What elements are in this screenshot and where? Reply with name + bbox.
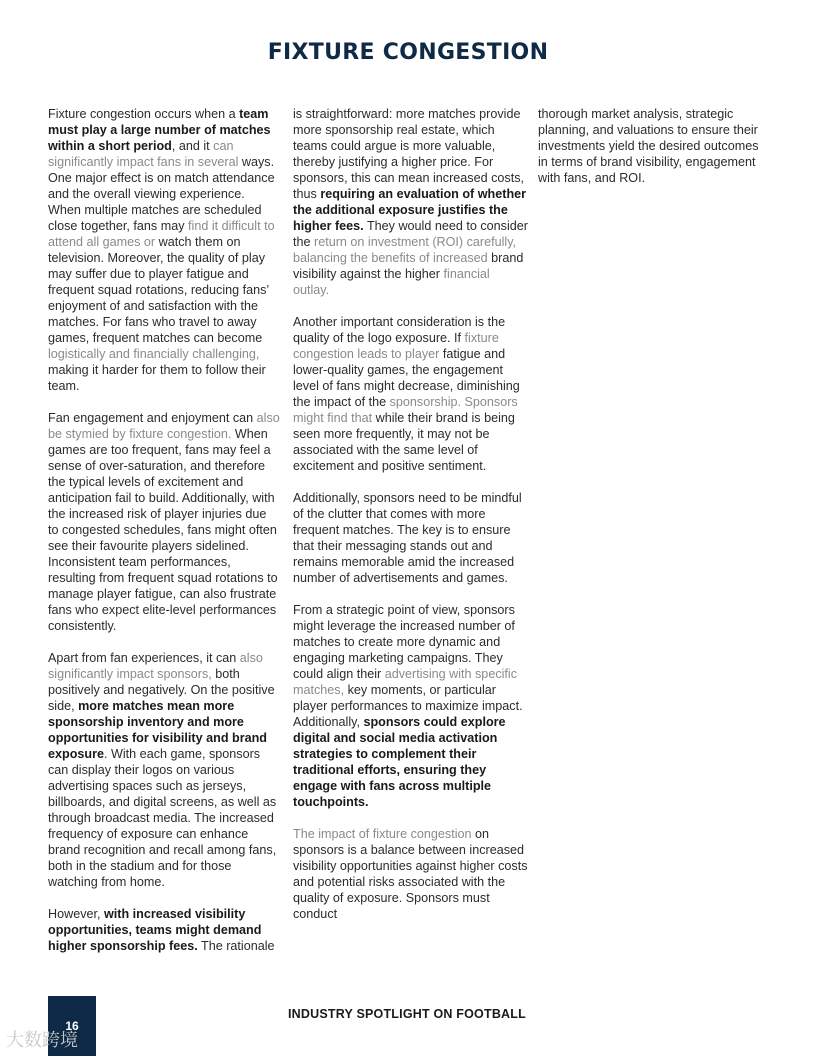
paragraph xyxy=(293,106,529,298)
text-run: making it harder for them to follow their team. xyxy=(48,363,266,393)
text-run: Fixture congestion occurs when a xyxy=(48,107,240,121)
text-run: fatigue and lower-quality games, the engagement level of fans might decrease, diminishing the impact of the xyxy=(293,347,520,409)
text-run: watch them on television. Moreover, the quality of play may suffer due to player fatigue and frequent squad rotations, reducing fans’ enjoyment of and satisfaction with the matches. For fans who travel to away games, frequent matches can become xyxy=(48,235,269,345)
paragraph xyxy=(48,906,280,954)
bold-text: with increased visibility opportunities, teams might demand higher sponsorship fees. xyxy=(48,907,262,953)
text-column-3 xyxy=(538,106,770,202)
text-run: When games are too frequent, fans may feel a sense of over-saturation, and therefore the typical levels of excitement and anticipation fail to build. Additionally, with the increased risk of player injuries due to congested schedules, fans might often see their favourite players sidelined. Inconsistent team performances, resulting from frequent squad rotations to manage player fatigue, can also frustrate fans who expect elite-level performances consistently. xyxy=(48,427,278,633)
text-run: However, xyxy=(48,907,104,921)
paragraph xyxy=(293,314,529,474)
text-run: Additionally, sponsors need to be mindful of the clutter that comes with more frequent matches. The key is to ensure that their messaging stands out and remains memorable amid the increased number of advertisements and games. xyxy=(293,491,522,585)
paragraph xyxy=(293,490,529,586)
text-run: key moments, or particular player performances to maximize impact. Additionally, xyxy=(293,683,523,729)
text-run: also be stymied by fixture congestion. xyxy=(48,411,280,441)
watermark-logo xyxy=(6,1026,78,1052)
text-run: , and it xyxy=(171,139,214,153)
text-run: thorough market analysis, strategic planning, and valuations to ensure their investments yield the desired outcomes in terms of brand visibility, engagement with fans, and ROI. xyxy=(538,107,759,185)
paragraph xyxy=(538,106,770,186)
text-run: find it difficult to attend all games or xyxy=(48,219,275,249)
paragraph xyxy=(48,650,280,890)
text-run: Another important consideration is the quality of the logo exposure. If xyxy=(293,315,506,345)
text-run: can significantly impact fans in several xyxy=(48,139,239,169)
paragraph xyxy=(48,410,280,634)
bold-text: requiring an evaluation of whether the additional exposure justifies the higher fees. xyxy=(293,187,527,233)
paragraph xyxy=(48,106,280,394)
text-run: both positively and negatively. On the positive side, xyxy=(48,667,275,713)
text-run: logistically and financially challenging, xyxy=(48,347,260,361)
text-run: . With each game, sponsors can display their logos on various advertising spaces such as jerseys, billboards, and digital screens, as well as through broadcast media. The increased frequency of exposure can enhance brand recognition and recall among fans, both in the stadium and for those watching from home. xyxy=(48,747,277,889)
bold-text: sponsors could explore digital and social media activation strategies to complement their traditional efforts, ensuring they engage with fans across multiple touchpoints. xyxy=(293,715,506,809)
text-run: They would need to consider the xyxy=(293,219,528,249)
bold-text: more matches mean more sponsorship inventory and more opportunities for visibility and brand exposure xyxy=(48,699,268,761)
text-run: ways. One major effect is on match attendance and the overall viewing experience. When multiple matches are scheduled close together, fans may xyxy=(48,155,275,233)
text-run: Fan engagement and enjoyment can xyxy=(48,411,257,425)
text-run: is straightforward: more matches provide more sponsorship real estate, which teams could argue is more valuable, thereby justifying a higher price. For sponsors, this can mean increased costs, thus xyxy=(293,107,524,201)
text-run: sponsorship. Sponsors might find that xyxy=(293,395,518,425)
text-run: The rationale xyxy=(197,939,275,953)
paragraph xyxy=(293,826,529,922)
text-column-1 xyxy=(48,106,280,970)
text-run: financial outlay. xyxy=(293,267,490,297)
paragraph xyxy=(293,602,529,810)
bold-text: team must play a large number of matches within a short period xyxy=(48,107,271,153)
text-run: brand visibility against the higher xyxy=(293,251,524,281)
text-run: return on investment (ROI) carefully, balancing the benefits of increased xyxy=(293,235,517,265)
text-run: while their brand is being seen more frequently, it may not be associated with the same level of excitement and positive sentiment. xyxy=(293,411,515,473)
text-run: also significantly impact sponsors, xyxy=(48,651,263,681)
text-run: The impact of fixture congestion xyxy=(293,827,472,841)
text-run: Apart from fan experiences, it can xyxy=(48,651,240,665)
text-run: advertising with specific matches, xyxy=(293,667,518,697)
text-run: From a strategic point of view, sponsors might leverage the increased number of matches to create more dynamic and engaging marketing campaigns. They could align their xyxy=(293,603,515,681)
page-number: 16 xyxy=(65,1019,79,1033)
text-run: on sponsors is a balance between increased visibility opportunities against higher costs and potential risks associated with the quality of exposure. Sponsors must conduct xyxy=(293,827,528,921)
watermark-text: 大数跨境 xyxy=(6,1030,78,1051)
page-title: FIXTURE CONGESTION xyxy=(267,40,549,65)
text-column-2 xyxy=(293,106,529,938)
footer-title: INDUSTRY SPOTLIGHT ON FOOTBALL xyxy=(288,1007,526,1021)
text-run: fixture congestion leads to player xyxy=(293,331,499,361)
